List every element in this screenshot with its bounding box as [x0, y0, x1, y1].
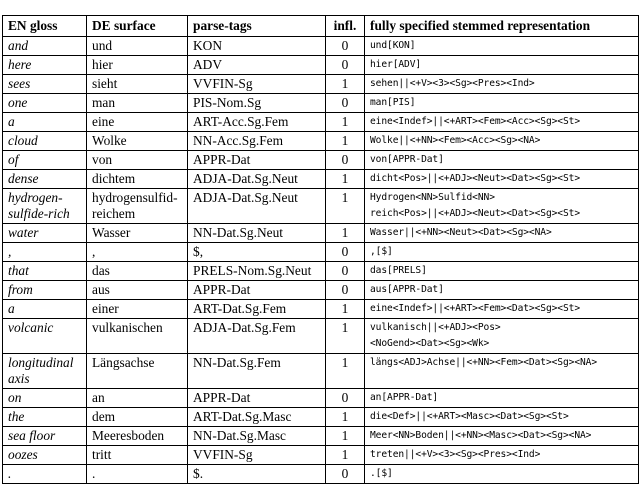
parse-tags-cell: ADJA-Dat.Sg.Fem — [188, 319, 326, 354]
parse-tags-cell: $, — [188, 243, 326, 262]
en-gloss-cell: and — [3, 37, 87, 56]
stemmed-cell — [365, 243, 639, 262]
table-row — [3, 408, 639, 427]
stemmed-cell — [365, 170, 639, 189]
en-gloss-cell: volcanic — [3, 319, 87, 354]
table-row — [3, 56, 639, 75]
table-row — [3, 132, 639, 151]
stemmed-cell — [365, 319, 639, 354]
table-row — [3, 243, 639, 262]
stemmed-cell — [365, 224, 639, 243]
cell-line: Meer<NN>Boden||<+NN><Masc><Dat><Sg><NA> — [370, 430, 592, 441]
parse-tags-cell: NN-Dat.Sg.Masc — [188, 427, 326, 446]
cell-line: reich<Pos>||<+ADJ><Neut><Dat><Sg><St> — [370, 208, 581, 219]
cell-line: axis — [8, 371, 30, 386]
de-surface-cell: dichtem — [87, 170, 188, 189]
parse-tags-cell: VVFIN-Sg — [188, 75, 326, 94]
infl-cell: 0 — [326, 281, 365, 300]
en-gloss-cell: water — [3, 224, 87, 243]
parse-tags-cell: $. — [188, 465, 326, 484]
table-header — [3, 16, 639, 37]
en-gloss-cell: that — [3, 262, 87, 281]
header-row — [3, 16, 639, 37]
table-row — [3, 354, 639, 389]
table-row — [3, 151, 639, 170]
cell-line: das[PRELS] — [370, 265, 427, 276]
table-row — [3, 113, 639, 132]
en-gloss-cell: on — [3, 389, 87, 408]
table-row — [3, 389, 639, 408]
en-gloss-cell: here — [3, 56, 87, 75]
de-surface-cell: . — [87, 465, 188, 484]
infl-cell: 1 — [326, 427, 365, 446]
stemmed-cell — [365, 37, 639, 56]
stemmed-cell — [365, 465, 639, 484]
de-surface-cell: man — [87, 94, 188, 113]
stemmed-cell — [365, 56, 639, 75]
infl-cell: 1 — [326, 170, 365, 189]
parse-tags-cell: VVFIN-Sg — [188, 446, 326, 465]
de-surface-cell: einer — [87, 300, 188, 319]
cell-line: treten||<+V><3><Sg><Pres><Ind> — [370, 449, 541, 460]
cell-line: hier[ADV] — [370, 59, 422, 70]
table-row — [3, 170, 639, 189]
en-gloss-cell: , — [3, 243, 87, 262]
en-gloss-cell: . — [3, 465, 87, 484]
de-surface-cell: vulkanischen — [87, 319, 188, 354]
stemmed-cell — [365, 75, 639, 94]
table-row — [3, 224, 639, 243]
cell-line: man[PIS] — [370, 97, 416, 108]
header-parse-tags: parse-tags — [188, 16, 326, 37]
table-row — [3, 94, 639, 113]
infl-cell: 1 — [326, 113, 365, 132]
infl-cell: 1 — [326, 408, 365, 427]
cell-line: Wasser||<+NN><Neut><Dat><Sg><NA> — [370, 227, 552, 238]
cell-line: längs<ADJ>Achse||<+NN><Fem><Dat><Sg><NA> — [370, 357, 598, 368]
parse-tags-cell: NN-Dat.Sg.Fem — [188, 354, 326, 389]
de-surface-cell: Meeresboden — [87, 427, 188, 446]
de-surface-cell: das — [87, 262, 188, 281]
table-row — [3, 189, 639, 224]
de-surface-cell: dem — [87, 408, 188, 427]
cell-line: Hydrogen<NN>Sulfid<NN> — [370, 192, 495, 203]
parse-tags-cell: PIS-Nom.Sg — [188, 94, 326, 113]
en-gloss-cell: sea floor — [3, 427, 87, 446]
cell-line: sulfide-rich — [8, 206, 70, 221]
table-row — [3, 262, 639, 281]
parse-tags-cell: ADV — [188, 56, 326, 75]
stemmed-cell — [365, 446, 639, 465]
de-surface-cell: , — [87, 243, 188, 262]
de-surface-cell — [87, 189, 188, 224]
infl-cell: 0 — [326, 389, 365, 408]
de-surface-cell: und — [87, 37, 188, 56]
table-row — [3, 446, 639, 465]
en-gloss-cell: from — [3, 281, 87, 300]
de-surface-cell: an — [87, 389, 188, 408]
en-gloss-cell — [3, 354, 87, 389]
en-gloss-cell: cloud — [3, 132, 87, 151]
table-row — [3, 75, 639, 94]
infl-cell: 0 — [326, 56, 365, 75]
header-stemmed: fully specified stemmed representation — [365, 16, 639, 37]
stemmed-cell — [365, 354, 639, 389]
infl-cell: 0 — [326, 262, 365, 281]
en-gloss-cell: oozes — [3, 446, 87, 465]
cell-line: hydrogensulfid- — [92, 190, 178, 205]
parse-tags-cell: ADJA-Dat.Sg.Neut — [188, 170, 326, 189]
stemmed-cell — [365, 189, 639, 224]
de-surface-cell: Längsachse — [87, 354, 188, 389]
de-surface-cell: Wasser — [87, 224, 188, 243]
infl-cell: 1 — [326, 319, 365, 354]
de-surface-cell: eine — [87, 113, 188, 132]
stemmed-cell — [365, 262, 639, 281]
stemmed-cell — [365, 408, 639, 427]
parse-tags-cell: NN-Dat.Sg.Neut — [188, 224, 326, 243]
stemmed-cell — [365, 113, 639, 132]
infl-cell: 1 — [326, 446, 365, 465]
cell-line: <NoGend><Dat><Sg><Wk> — [370, 338, 490, 349]
cell-line: eine<Indef>||<+ART><Fem><Acc><Sg><St> — [370, 116, 581, 127]
en-gloss-cell: a — [3, 300, 87, 319]
en-gloss-cell: a — [3, 113, 87, 132]
parse-tags-cell: APPR-Dat — [188, 281, 326, 300]
cell-line: reichem — [92, 206, 136, 221]
cell-line: an[APPR-Dat] — [370, 392, 439, 403]
header-infl: infl. — [326, 16, 365, 37]
en-gloss-cell: the — [3, 408, 87, 427]
infl-cell: 0 — [326, 94, 365, 113]
stemmed-cell — [365, 300, 639, 319]
parse-tags-cell: PRELS-Nom.Sg.Neut — [188, 262, 326, 281]
cell-line: .[$] — [370, 468, 393, 479]
stemmed-cell — [365, 132, 639, 151]
cell-line: vulkanisch||<+ADJ><Pos> — [370, 322, 501, 333]
table-row — [3, 37, 639, 56]
en-gloss-cell — [3, 189, 87, 224]
stemmed-cell — [365, 389, 639, 408]
infl-cell: 0 — [326, 465, 365, 484]
gloss-table — [2, 15, 639, 484]
header-de-surface: DE surface — [87, 16, 188, 37]
en-gloss-cell: one — [3, 94, 87, 113]
table-body — [3, 37, 639, 484]
table-row — [3, 300, 639, 319]
cell-line: die<Def>||<+ART><Masc><Dat><Sg><St> — [370, 411, 569, 422]
header-en-gloss: EN gloss — [3, 16, 87, 37]
cell-line: Wolke||<+NN><Fem><Acc><Sg><NA> — [370, 135, 541, 146]
stemmed-cell — [365, 94, 639, 113]
infl-cell: 1 — [326, 354, 365, 389]
infl-cell: 0 — [326, 243, 365, 262]
de-surface-cell: sieht — [87, 75, 188, 94]
de-surface-cell: aus — [87, 281, 188, 300]
infl-cell: 0 — [326, 151, 365, 170]
cell-line: hydrogen- — [8, 190, 63, 205]
parse-tags-cell: APPR-Dat — [188, 151, 326, 170]
stemmed-cell — [365, 151, 639, 170]
table-row — [3, 281, 639, 300]
cell-line: sehen||<+V><3><Sg><Pres><Ind> — [370, 78, 535, 89]
parse-tags-cell: APPR-Dat — [188, 389, 326, 408]
parse-tags-cell: ART-Dat.Sg.Masc — [188, 408, 326, 427]
stemmed-cell — [365, 281, 639, 300]
parse-tags-cell: KON — [188, 37, 326, 56]
cell-line: aus[APPR-Dat] — [370, 284, 444, 295]
table-row — [3, 427, 639, 446]
cell-line: longitudinal — [8, 355, 74, 370]
de-surface-cell: tritt — [87, 446, 188, 465]
infl-cell: 1 — [326, 75, 365, 94]
de-surface-cell: hier — [87, 56, 188, 75]
cell-line: von[APPR-Dat] — [370, 154, 444, 165]
de-surface-cell: Wolke — [87, 132, 188, 151]
en-gloss-cell: sees — [3, 75, 87, 94]
parse-tags-cell: NN-Acc.Sg.Fem — [188, 132, 326, 151]
infl-cell: 1 — [326, 189, 365, 224]
table-row — [3, 465, 639, 484]
cell-line: dicht<Pos>||<+ADJ><Neut><Dat><Sg><St> — [370, 173, 581, 184]
table-row — [3, 319, 639, 354]
parse-tags-cell: ART-Acc.Sg.Fem — [188, 113, 326, 132]
infl-cell: 1 — [326, 300, 365, 319]
infl-cell: 1 — [326, 132, 365, 151]
infl-cell: 1 — [326, 224, 365, 243]
parse-tags-cell: ART-Dat.Sg.Fem — [188, 300, 326, 319]
cell-line: eine<Indef>||<+ART><Fem><Dat><Sg><St> — [370, 303, 581, 314]
en-gloss-cell: of — [3, 151, 87, 170]
parse-tags-cell: ADJA-Dat.Sg.Neut — [188, 189, 326, 224]
en-gloss-cell: dense — [3, 170, 87, 189]
cell-line: ,[$] — [370, 246, 393, 257]
de-surface-cell: von — [87, 151, 188, 170]
infl-cell: 0 — [326, 37, 365, 56]
cell-line: und[KON] — [370, 40, 416, 51]
stemmed-cell — [365, 427, 639, 446]
